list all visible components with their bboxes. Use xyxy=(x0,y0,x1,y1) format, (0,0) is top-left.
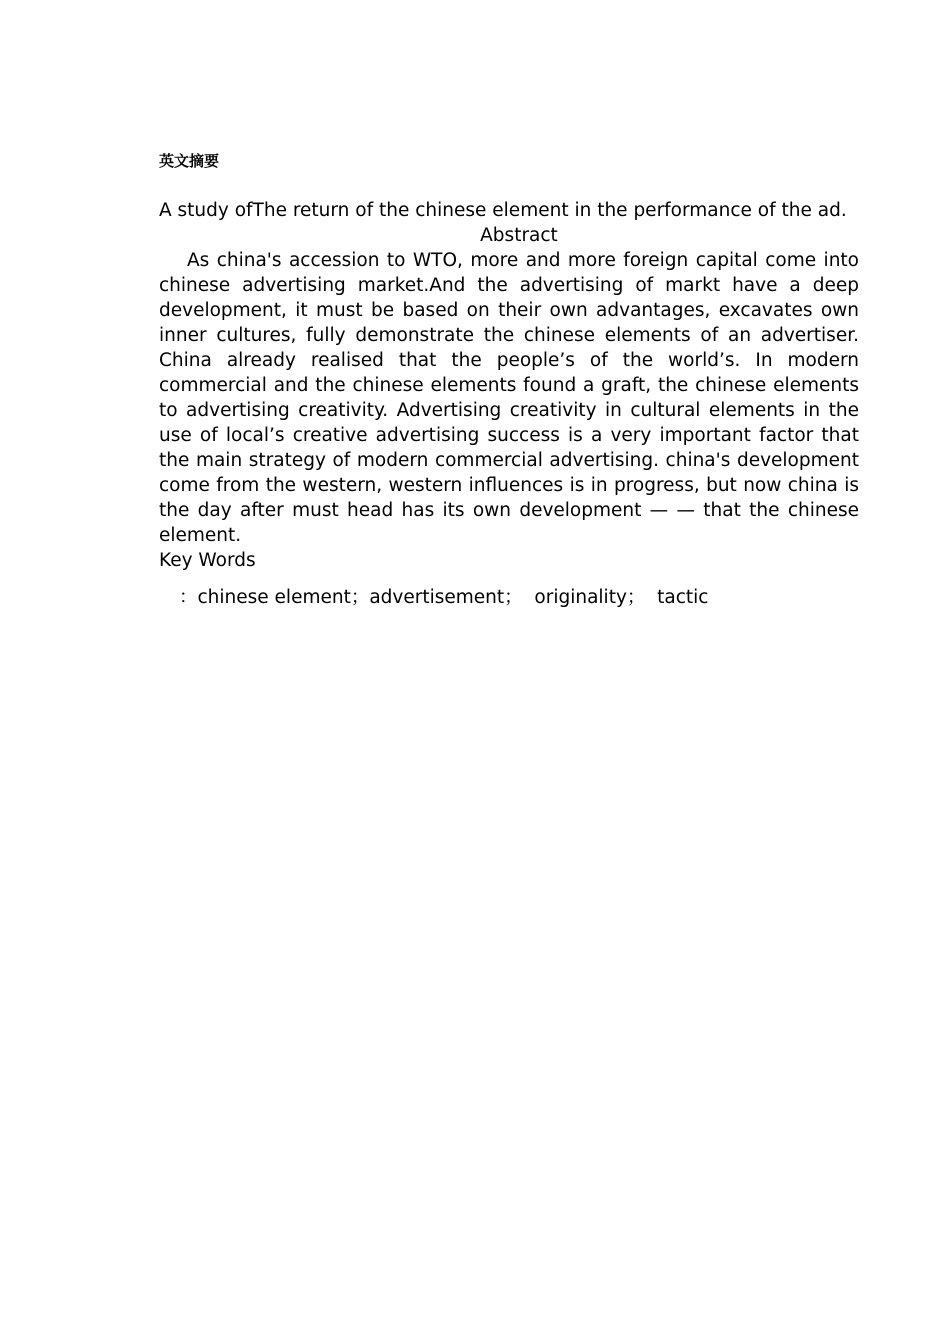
abstract-heading: Abstract xyxy=(480,225,558,246)
section-heading: 英文摘要 xyxy=(159,152,220,170)
paper-title: A study ofThe return of the chinese element in the performance of the ad. xyxy=(159,200,847,221)
document-content xyxy=(159,150,859,610)
abstract-body: As china's accession to WTO, more and more foreign capital come into chinese advertising market.And the advertising of markt have a deep development, it must be based on their own advantages, excavates own inner cultures, fully demonstrate the chinese elements of an advertiser. China already realised that the people’s of the world’s. In modern commercial and the chinese elements found a graft, the chinese elements to advertising creativity. Advertising creativity in cultural elements in the use of local’s creative advertising success is a very important factor that the main strategy of modern commercial advertising. china's development come from the western, western influences is in progress, but now china is the day after must head has its own development — — that the chinese element. xyxy=(159,250,859,546)
keywords-list: ：chinese element；advertisement； originality； tactic xyxy=(179,587,709,608)
keywords-label: Key Words xyxy=(159,550,256,571)
